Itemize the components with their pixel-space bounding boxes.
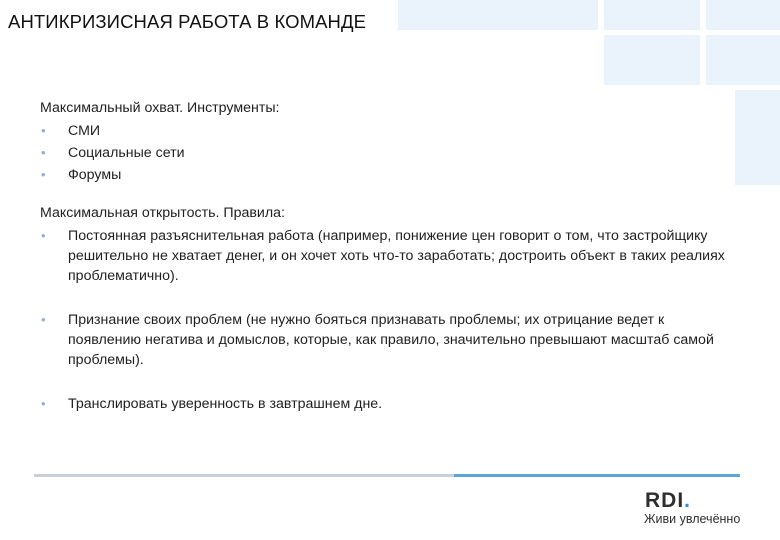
bullet-icon: •	[41, 228, 46, 243]
logo-text: RDI	[645, 489, 685, 512]
list-item	[40, 394, 740, 414]
bullet-icon: •	[41, 145, 46, 160]
list-item-text: Форумы	[68, 167, 122, 183]
section-heading: Максимальная открытость. Правила:	[40, 205, 285, 221]
section-tools	[40, 98, 740, 185]
decor-tile	[706, 0, 780, 30]
bullet-list	[40, 226, 740, 414]
list-item-text: Признание своих проблем (не нужно бояться признавать проблемы; их отрицание ведет к появлению негатива и домыслов, которые, как правило, значительно превышают масштаб самой проблемы).	[68, 312, 714, 368]
page-title: АНТИКРИЗИСНАЯ РАБОТА В КОМАНДЕ	[8, 11, 367, 32]
decor-tile	[735, 90, 780, 185]
decor-tile	[604, 35, 700, 85]
section-heading: Максимальный охват. Инструменты:	[40, 100, 280, 116]
bullet-list	[40, 121, 740, 185]
logo-dot: .	[684, 489, 692, 512]
footer-divider	[34, 474, 454, 477]
list-item	[40, 165, 740, 185]
bullet-icon: •	[41, 167, 46, 182]
list-item-text: Социальные сети	[68, 145, 185, 161]
bullet-icon: •	[41, 312, 46, 327]
logo-slogan: Живи увлечённо	[644, 512, 741, 526]
decor-tile	[398, 0, 598, 30]
bullet-icon: •	[41, 123, 46, 138]
list-item	[40, 310, 740, 370]
list-item-text: СМИ	[68, 123, 101, 139]
decor-tile	[604, 0, 700, 30]
list-item	[40, 143, 740, 163]
decor-tile	[706, 35, 780, 85]
list-item	[40, 226, 740, 286]
footer-divider-accent	[454, 474, 740, 477]
bullet-icon: •	[41, 396, 46, 411]
list-item	[40, 121, 740, 141]
section-rules	[40, 203, 740, 414]
rdi-logo	[645, 489, 691, 513]
list-item-text: Транслировать уверенность в завтрашнем дне.	[68, 396, 383, 412]
list-item-text: Постоянная разъяснительная работа (например, понижение цен говорит о том, что застройщику решительно не хватает денег, и он хочет хоть что-то заработать; достроить объект в таких реалиях проблематично).	[68, 228, 725, 284]
slide-content	[40, 98, 740, 432]
